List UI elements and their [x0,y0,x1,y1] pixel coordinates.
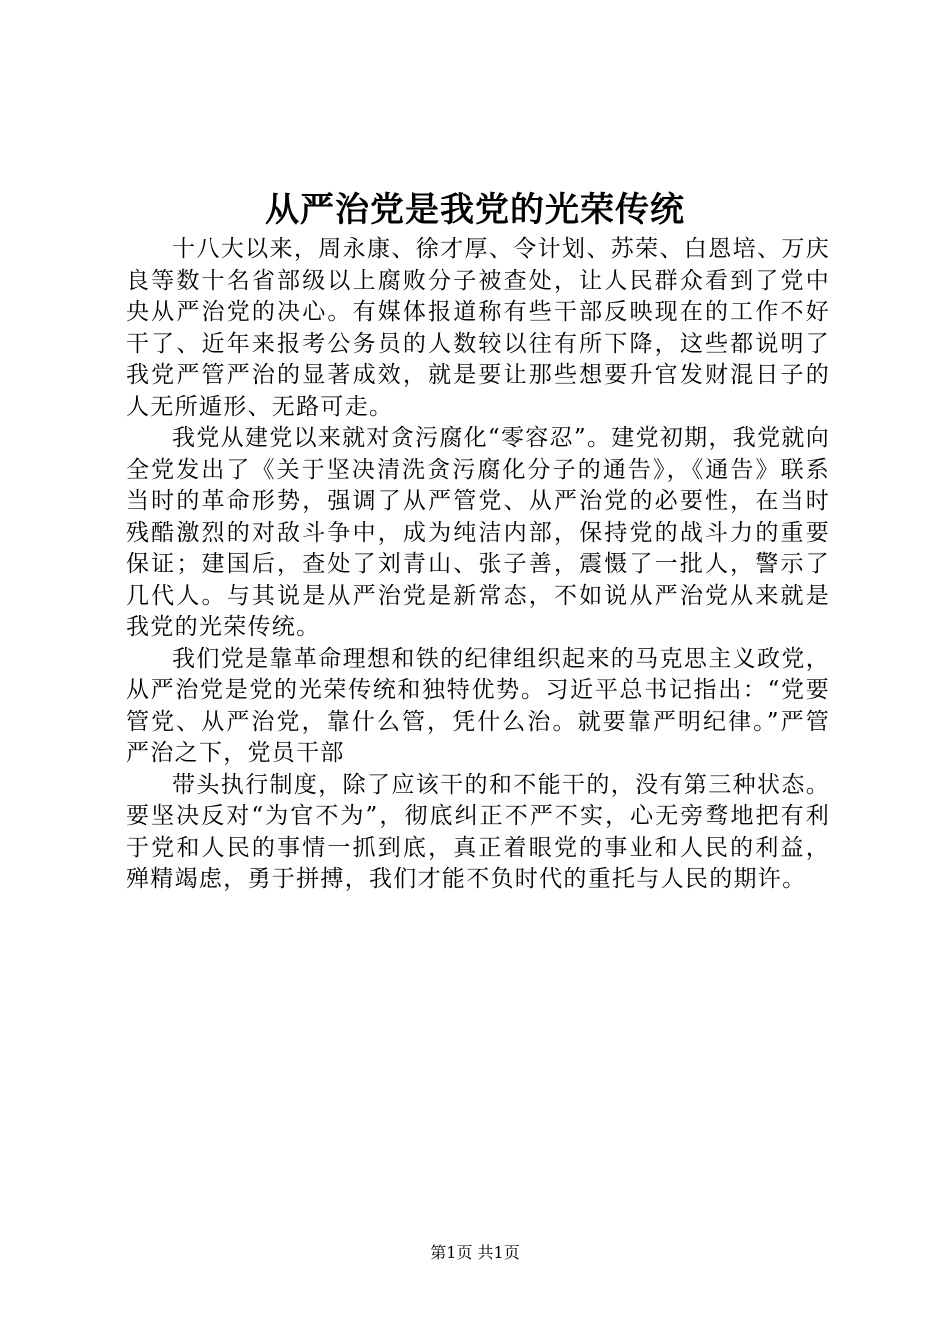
paragraph-3: 我们党是靠革命理想和铁的纪律组织起来的马克思主义政党，从严治党是党的光荣传统和独特优势。习近平总书记指出：“党要管党、从严治党，靠什么管，凭什么治。就要靠严明纪律。”严管严治之下，党员干部 [126,645,830,766]
document-title: 从严治党是我党的光荣传统 [265,190,685,230]
page-number-footer: 第1页 共1页 [430,1243,520,1262]
document-body [126,234,830,896]
paragraph-4: 带头执行制度，除了应该干的和不能干的，没有第三种状态。要坚决反对“为官不为”，彻底纠正不严不实，心无旁骛地把有利于党和人民的事情一抓到底，真正着眼党的事业和人民的利益，殚精竭虑，勇于拼搏，我们才能不负时代的重托与人民的期许。 [126,771,830,892]
paragraph-1: 十八大以来，周永康、徐才厚、令计划、苏荣、白恩培、万庆良等数十名省部级以上腐败分子被查处，让人民群众看到了党中央从严治党的决心。有媒体报道称有些干部反映现在的工作不好干了、近年来报考公务员的人数较以往有所下降，这些都说明了我党严管严治的显著成效，就是要让那些想要升官发财混日子的人无所遁形、无路可走。 [126,236,830,420]
paragraph-2: 我党从建党以来就对贪污腐化“零容忍”。建党初期，我党就向全党发出了《关于坚决清洗贪污腐化分子的通告》，《通告》联系当时的革命形势，强调了从严管党、从严治党的必要性，在当时残酷激烈的对敌斗争中，成为纯洁内部，保持党的战斗力的重要保证；建国后，查处了刘青山、张子善，震慑了一批人，警示了几代人。与其说是从严治党是新常态，不如说从严治党从来就是我党的光荣传统。 [126,425,830,640]
